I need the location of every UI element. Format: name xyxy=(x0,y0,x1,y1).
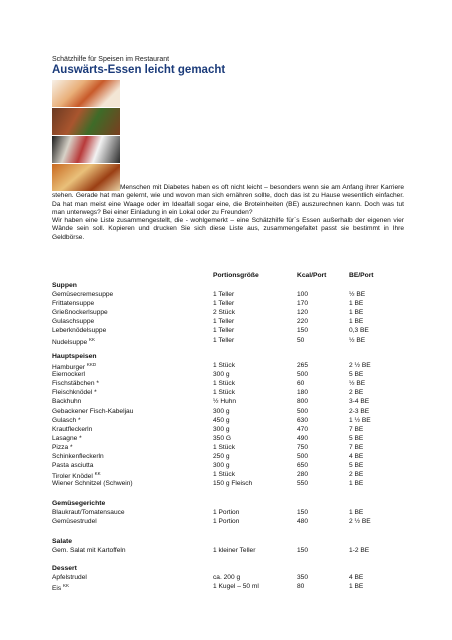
dish-name: Gulaschsuppe xyxy=(52,318,95,326)
dish-name: Eis xyxy=(52,585,63,593)
be-cell: 1 ½ BE xyxy=(349,416,371,424)
dish-name: Frittatensuppe xyxy=(52,300,95,308)
dish-name: Pasta asciutta xyxy=(52,462,94,470)
kcal-cell: 750 xyxy=(297,443,309,451)
table-row xyxy=(0,291,452,300)
portion-cell: 1 Teller xyxy=(213,327,235,335)
be-cell: 2-3 BE xyxy=(349,407,370,415)
be-cell: 2 ½ BE xyxy=(349,362,371,369)
dish-name: Tiroler Knödel xyxy=(52,473,95,481)
dish-name: Gemüsestrudel xyxy=(52,518,97,526)
kcal-cell: 170 xyxy=(297,300,309,308)
dish-name: Grießnockerlsuppe xyxy=(52,309,108,317)
be-cell: 5 BE xyxy=(349,371,364,379)
be-cell: ½ BE xyxy=(349,380,366,388)
dish-name-cell xyxy=(52,362,96,371)
dish-name: Gem. Salat mit Kartoffeln xyxy=(52,547,126,554)
kcal-cell: 480 xyxy=(297,518,309,526)
portion-cell: 2 Stück xyxy=(213,309,235,317)
table-row xyxy=(0,417,452,426)
section-title: Suppen xyxy=(52,282,77,289)
table-row xyxy=(0,398,452,407)
dish-name-cell xyxy=(52,417,81,424)
dish-name: Gebackener Fisch-Kabeljau xyxy=(52,407,134,415)
dish-name-cell xyxy=(52,471,101,480)
table-row xyxy=(0,318,452,327)
kcal-cell: 500 xyxy=(297,407,309,415)
be-cell: 1 BE xyxy=(349,583,364,591)
portion-cell: 1 Teller xyxy=(213,291,235,298)
portion-cell: 1 kleiner Teller xyxy=(213,547,256,554)
dish-name: Pizza * xyxy=(52,443,73,451)
kcal-cell: 50 xyxy=(297,336,305,344)
table-row xyxy=(0,362,452,371)
dish-name-cell xyxy=(52,318,94,325)
kcal-cell: 500 xyxy=(297,453,309,460)
kcal-cell: 180 xyxy=(297,389,309,397)
be-cell: 2 BE xyxy=(349,471,364,479)
dish-name: Krautfleckerln xyxy=(52,425,93,433)
document-subtitle: Schätzhilfe für Speisen im Restaurant xyxy=(52,56,170,63)
table-row xyxy=(0,380,452,389)
be-cell: 1 BE xyxy=(349,480,364,488)
portion-cell: 300 g xyxy=(213,425,230,433)
kcal-cell: 150 xyxy=(297,509,309,516)
dish-name: Hamburger xyxy=(52,364,87,372)
kcal-cell: 60 xyxy=(297,380,305,388)
portion-cell: 300 g xyxy=(213,407,230,415)
dish-name-cell xyxy=(52,583,69,592)
food-photo-meat xyxy=(52,108,120,135)
section-title: Salate xyxy=(52,538,73,545)
food-photo-sushi xyxy=(52,136,120,163)
column-header-kcal: Kcal/Port xyxy=(297,272,327,279)
dish-name: Backhuhn xyxy=(52,398,82,406)
food-photo-shrimp xyxy=(52,80,120,107)
kcal-cell: 80 xyxy=(297,583,305,591)
table-row xyxy=(0,327,452,336)
intro-text xyxy=(52,184,404,242)
portion-cell: 1 Kugel – 50 ml xyxy=(213,583,259,591)
be-cell: 0,3 BE xyxy=(349,327,369,335)
table-row xyxy=(0,309,452,318)
kcal-cell: 350 xyxy=(297,574,309,581)
dish-name-cell xyxy=(52,398,81,405)
column-header-portion: Portionsgröße xyxy=(213,272,259,279)
be-cell: 5 BE xyxy=(349,434,364,442)
be-cell: 7 BE xyxy=(349,443,364,451)
dish-name-cell xyxy=(52,337,95,346)
portion-cell: 150 g Fleisch xyxy=(213,480,253,488)
table-row xyxy=(0,518,452,527)
kcal-cell: 220 xyxy=(297,318,309,326)
be-cell: 2 BE xyxy=(349,389,364,397)
table-row xyxy=(0,574,452,583)
section-title: Hauptspeisen xyxy=(52,353,97,360)
dish-footnote-mark: KK xyxy=(94,471,101,477)
kcal-cell: 120 xyxy=(297,309,309,317)
dish-name-cell xyxy=(52,309,108,316)
be-cell: 3-4 BE xyxy=(349,398,370,406)
dish-name: Schinkenfleckerln xyxy=(52,453,104,460)
kcal-cell: 280 xyxy=(297,471,309,479)
be-cell: 1 BE xyxy=(349,318,364,326)
table-row xyxy=(0,371,452,380)
be-cell: 1 BE xyxy=(349,300,364,308)
portion-cell: 450 g xyxy=(213,416,230,424)
portion-cell: 1 Portion xyxy=(213,518,240,526)
kcal-cell: 470 xyxy=(297,425,309,433)
dish-name: Fleischknödel * xyxy=(52,389,97,397)
kcal-cell: 100 xyxy=(297,291,309,298)
dish-name: Wiener Schnitzel (Schwein) xyxy=(52,480,133,488)
dish-name-cell xyxy=(52,509,125,516)
dish-name: Gemüsecremesuppe xyxy=(52,291,114,298)
dish-name: Gulasch * xyxy=(52,416,81,424)
be-cell: 7 BE xyxy=(349,425,364,433)
dish-name: Apfelstrudel xyxy=(52,574,87,581)
dish-name-cell xyxy=(52,574,87,581)
dish-footnote-mark: KK xyxy=(89,336,96,342)
portion-cell: 300 g xyxy=(213,371,230,379)
document-title: Auswärts-Essen leicht gemacht xyxy=(52,64,226,76)
dish-name-cell xyxy=(52,480,133,487)
portion-cell: 1 Portion xyxy=(213,509,240,516)
dish-name-cell xyxy=(52,300,94,307)
be-cell: ½ BE xyxy=(349,291,366,298)
kcal-cell: 265 xyxy=(297,362,309,369)
dish-name-cell xyxy=(52,408,133,415)
be-cell: 5 BE xyxy=(349,462,364,470)
column-header-be: BE/Port xyxy=(349,272,374,279)
section-title: Gemüsegerichte xyxy=(52,500,106,507)
table-row xyxy=(0,509,452,518)
portion-cell: 1 Stück xyxy=(213,389,235,397)
table-row xyxy=(0,426,452,435)
portion-cell: 1 Teller xyxy=(213,300,235,308)
be-cell: 2 ½ BE xyxy=(349,518,371,526)
portion-cell: 1 Stück xyxy=(213,471,235,479)
table-row xyxy=(0,408,452,417)
kcal-cell: 650 xyxy=(297,462,309,470)
table-row xyxy=(0,462,452,471)
dish-name-cell xyxy=(52,426,92,433)
be-cell: 4 BE xyxy=(349,574,364,581)
table-row xyxy=(0,444,452,453)
dish-name-cell xyxy=(52,435,82,442)
table-row xyxy=(0,471,452,480)
be-cell: ½ BE xyxy=(349,336,366,344)
be-cell: 4 BE xyxy=(349,453,364,460)
be-cell: 1 BE xyxy=(349,309,364,317)
dish-name: Lasagne * xyxy=(52,434,82,442)
dish-name-cell xyxy=(52,547,126,554)
table-row xyxy=(0,389,452,398)
portion-cell: 1 Stück xyxy=(213,380,235,388)
portion-cell: 250 g xyxy=(213,453,230,460)
dish-name-cell xyxy=(52,380,99,387)
dish-name: Eiernockerl xyxy=(52,371,85,379)
kcal-cell: 150 xyxy=(297,547,309,554)
kcal-cell: 550 xyxy=(297,480,309,488)
dish-name: Fischstäbchen * xyxy=(52,380,99,388)
kcal-cell: 800 xyxy=(297,398,309,406)
table-row xyxy=(0,547,452,556)
dish-name-cell xyxy=(52,444,73,451)
section-title: Dessert xyxy=(52,565,77,572)
kcal-cell: 630 xyxy=(297,416,309,424)
portion-cell: 1 Stück xyxy=(213,362,235,369)
portion-cell: 1 Teller xyxy=(213,336,235,344)
dish-name-cell xyxy=(52,371,85,378)
table-row xyxy=(0,337,452,346)
dish-name-cell xyxy=(52,389,97,396)
be-cell: 1 BE xyxy=(349,509,364,516)
food-photo-collage xyxy=(52,80,120,193)
dish-footnote-mark: KKD xyxy=(86,362,97,367)
intro-paragraph-1: Menschen mit Diabetes haben es oft nicht leicht – besonders wenn sie am Anfang ihrer Karriere stehen. Gerade hat man gelernt, wie und wovon man sich ernähren sollte, doch das ist zu Hause wesentlich einfacher. Da hat man meist eine Waage oder im Idealfall sogar eine, die Broteinheiten (BE) auszurechnen kann. Doch was tut man unterwegs? Bei einer Einladung in ein Lokal oder zu Freunden? xyxy=(52,184,404,216)
portion-cell: 1 Teller xyxy=(213,318,235,326)
dish-name-cell xyxy=(52,291,113,298)
dish-name: Nudelsuppe xyxy=(52,338,90,346)
dish-name: Blaukraut/Tomatensauce xyxy=(52,509,125,516)
table-row xyxy=(0,435,452,444)
dish-name-cell xyxy=(52,453,104,460)
table-row xyxy=(0,300,452,309)
table-row xyxy=(0,583,452,592)
portion-cell: 1 Stück xyxy=(213,443,235,451)
kcal-cell: 150 xyxy=(297,327,309,335)
portion-cell: ½ Huhn xyxy=(213,398,237,406)
intro-paragraph-2: Wir haben eine Liste zusammengestellt, die - wohlgemerkt – eine Schätzhilfe für´s Essen außerhalb der eigenen vier Wände sein soll. Kopieren und drucken Sie sich diese Liste aus, zusammengefaltet passt sie bestimmt in Ihre Geldbörse. xyxy=(52,217,404,241)
kcal-cell: 490 xyxy=(297,434,309,442)
portion-cell: 300 g xyxy=(213,462,230,470)
kcal-cell: 500 xyxy=(297,371,309,379)
dish-name-cell xyxy=(52,518,97,525)
portion-cell: 350 G xyxy=(213,434,231,442)
be-cell: 1-2 BE xyxy=(349,547,370,554)
table-row xyxy=(0,480,452,489)
dish-name: Leberknödelsuppe xyxy=(52,327,107,335)
table-row xyxy=(0,453,452,462)
dish-name-cell xyxy=(52,462,93,469)
dish-name-cell xyxy=(52,327,106,334)
dish-footnote-mark: KK xyxy=(63,583,70,589)
portion-cell: ca. 200 g xyxy=(213,574,241,581)
